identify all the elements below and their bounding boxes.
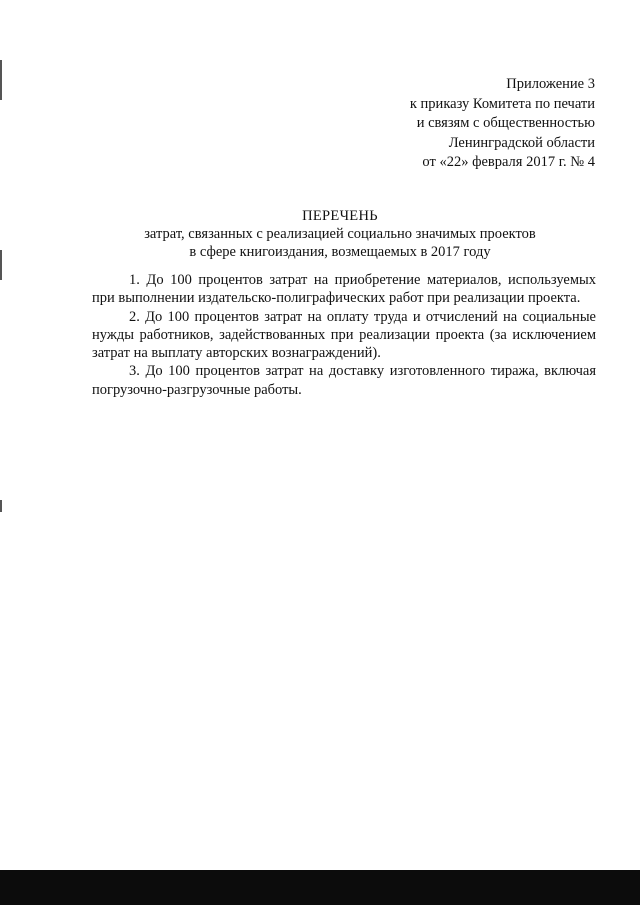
document-heading: [100, 207, 580, 261]
appendix-line: от «22» февраля 2017 г. № 4: [422, 154, 595, 170]
list-item: 3. До 100 процентов затрат на доставку изготовленного тиража, включая погрузочно-разгрузочные работы.: [92, 363, 596, 398]
items-list: [92, 271, 596, 399]
document-title: ПЕРЕЧЕНЬ: [302, 208, 378, 224]
scan-edge-mark: [0, 60, 2, 100]
appendix-line: к приказу Комитета по печати: [409, 95, 595, 112]
appendix-line: Приложение 3: [506, 76, 595, 92]
appendix-block: [410, 75, 595, 173]
scan-edge-mark: [0, 250, 2, 280]
appendix-line: Ленинградской области: [448, 134, 595, 151]
document-subtitle-line: в сфере книгоиздания, возмещаемых в 2017 году: [189, 244, 491, 260]
list-item: 1. До 100 процентов затрат на приобретение материалов, используемых при выполнении издательско-полиграфических работ при реализации проекта.: [92, 272, 596, 307]
document-subtitle-line: затрат, связанных с реализацией социально значимых проектов: [144, 226, 536, 242]
scan-bottom-band: [0, 870, 640, 905]
scan-edge-mark: [0, 500, 2, 512]
appendix-line: и связям с общественностью: [416, 115, 595, 131]
list-item: 2. До 100 процентов затрат на оплату труда и отчислений на социальные нужды работников, задействованных при реализации проекта (за исключением затрат на выплату авторских вознаграждений).: [92, 308, 596, 362]
